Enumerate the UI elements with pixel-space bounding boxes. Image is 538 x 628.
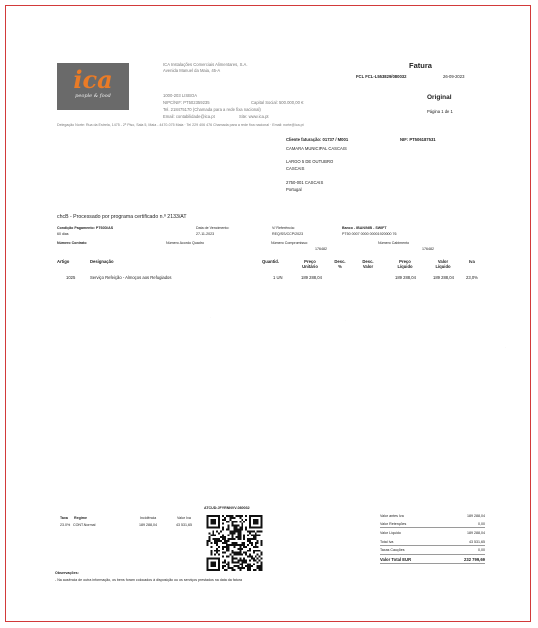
client-postcode: 2750-001 CASCAIS xyxy=(286,180,324,185)
company-logo xyxy=(57,63,129,110)
tax-col-taxa: Taxa xyxy=(60,516,68,520)
row-valor-liquido: 189 288,04 xyxy=(433,275,454,280)
total-label-valor-antes-iva: Valor antes Iva xyxy=(380,514,404,518)
row-artigo: 1025 xyxy=(66,275,76,280)
contract-label: Número Contrato xyxy=(57,241,87,245)
row-preco-unitario: 189 288,04 xyxy=(301,275,322,280)
company-capital xyxy=(251,100,303,105)
payment-condition-label: Condição Pagamento: PT60D/AS xyxy=(57,226,114,230)
doc-type: Fatura xyxy=(409,61,432,70)
col-preco-unitario: Preço Unitário xyxy=(302,259,318,269)
divider xyxy=(380,563,485,564)
col-valor-liquido: Valor Líquido xyxy=(435,259,451,269)
doc-date: 26-09-2023 xyxy=(443,74,465,79)
bank-value: PT50 0007 0000 00001920000 76 xyxy=(342,232,397,236)
commitment-label: Número Compromisso: xyxy=(271,241,308,245)
doc-copy: Original xyxy=(427,94,452,101)
total-label-liquido: Valor Líquido xyxy=(380,531,401,535)
atcud: ATCUD:JFYRNNVV-080032 xyxy=(204,506,250,510)
company-name: ICA Instalações Comerciais Alimentares, S.A. xyxy=(163,62,248,67)
total-value-final: 232 799,69 xyxy=(464,557,485,562)
tax-col-incidencia: Incidência xyxy=(140,516,157,520)
capital-value: 500.000,00 € xyxy=(278,100,304,105)
reference-value: REQ/SS/CCP/2023 xyxy=(272,232,304,236)
row-preco-liquido: 189 288,04 xyxy=(395,275,416,280)
client-nif-value: PT506187531 xyxy=(409,137,436,142)
due-date-value: 27-11-2023 xyxy=(196,232,215,236)
total-label-final: Valor Total EUR xyxy=(380,557,412,562)
col-artigo: Artigo xyxy=(57,259,70,264)
divider xyxy=(380,545,485,546)
client-address-1: LARGO 5 DE OUTUBRO xyxy=(286,159,334,164)
cabimento-value: 176482 xyxy=(422,247,434,251)
tax-col-regime: Regime xyxy=(74,516,87,520)
site-value: www.ica.pt xyxy=(248,114,269,119)
divider xyxy=(380,554,485,555)
observations-title: Observações: xyxy=(55,571,79,575)
scan-mark: · xyxy=(210,315,211,319)
company-postcode: 1000-203 LISBOA xyxy=(163,93,197,98)
total-value-taxas: 0,00 xyxy=(478,548,485,552)
scan-mark: · xyxy=(345,318,346,322)
company-email xyxy=(163,114,215,119)
reference-label: V/ Referência: xyxy=(272,226,295,230)
client-address-2: CASCAIS xyxy=(286,166,305,171)
row-designacao: Serviço Refeição - Almoços aos Refugiados xyxy=(90,275,172,280)
total-value-liquido: 189 288,04 xyxy=(467,531,485,535)
col-iva: Iva xyxy=(469,259,475,264)
tax-valor-iva: 43 531,65 xyxy=(176,523,192,527)
client-name: CAMARA MUNICIPAL CASCAIS xyxy=(286,146,347,151)
total-label-taxas: Taxas Cauções xyxy=(380,548,405,552)
col-preco-liquido: Preço Líquido xyxy=(397,259,413,269)
company-nipc xyxy=(163,100,210,105)
total-value-iva: 43 531,65 xyxy=(469,540,485,544)
commitment-value: 176482 xyxy=(315,247,327,251)
client-nif xyxy=(400,137,436,142)
client-label: Cliente faturação: 01737 / M001 xyxy=(286,137,349,142)
due-date-label: Data de Vencimento: xyxy=(196,226,230,230)
logo-tagline: people & food xyxy=(75,93,111,99)
total-label-iva: Total Iva xyxy=(380,540,394,544)
company-footer-line: Delegação Norte: Rua da Estrela, 1475 - 2º Piso, Sala 5, Maia - 4470-075 Maia · Tel 229 406 476 Chamada para a rede fixa nacional · Email: norte@ica.pt xyxy=(57,123,304,127)
total-value-valor-antes-iva: 189 288,04 xyxy=(467,514,485,518)
total-value-retencoes: 0,00 xyxy=(478,522,485,526)
doc-page: Página 1 de 1 xyxy=(427,109,453,114)
tax-regime: CONT.Normal xyxy=(73,523,96,527)
capital-label: Capital Social: xyxy=(251,100,278,105)
company-site xyxy=(239,114,269,119)
scan-mark: · xyxy=(505,345,506,349)
site-label: Site: xyxy=(239,114,248,119)
payment-condition-value: 60 dias xyxy=(57,232,69,236)
col-quantidade: Quantid. xyxy=(262,259,279,264)
nipc-value: PT502359235 xyxy=(183,100,210,105)
total-label-retencoes: Valor Retenções xyxy=(380,522,407,526)
email-label: Email: xyxy=(163,114,175,119)
row-iva: 23,0% xyxy=(466,275,478,280)
tax-taxa: 23.0% xyxy=(60,523,71,527)
row-quantidade: 1 UN xyxy=(273,275,283,280)
client-country: Portugal xyxy=(286,187,302,192)
logo-text: ica xyxy=(73,65,113,94)
qr-code-icon xyxy=(206,515,263,571)
tax-col-valor-iva: Valor Iva xyxy=(177,516,191,520)
col-desc-valor: Desc. Valor xyxy=(362,259,374,269)
doc-number: FCL FCL-L553829/080032 xyxy=(356,74,407,79)
company-address: Avenida Manuel da Maia, 45-A xyxy=(163,68,221,73)
bank-label: Banco - IBAN/NIB - SWIFT xyxy=(342,226,387,230)
tax-incidencia: 189 288,04 xyxy=(139,523,157,527)
client-nif-label: NIF: xyxy=(400,137,409,142)
observations-text: - Na ausência de outra informação, os bens foram colocados à disposição ou os serviços prestados na data da fatura xyxy=(55,578,242,582)
agreement-label: Número Acordo Quadro xyxy=(166,241,204,245)
nipc-label: NIPC/NIF: xyxy=(163,100,183,105)
cabimento-label: Número Cabimento xyxy=(378,241,410,245)
company-tel: Tel. 218475170 (Chamada para a rede fixa nacional) xyxy=(163,107,261,112)
col-desc-pct: Desc. % xyxy=(334,259,346,269)
divider xyxy=(380,527,485,528)
certification-note: chcB - Processado por programa certificado n.º 2133/AT xyxy=(57,214,187,220)
col-designacao: Designação xyxy=(90,259,114,264)
email-value: contabilidade@ica.pt xyxy=(175,114,215,119)
